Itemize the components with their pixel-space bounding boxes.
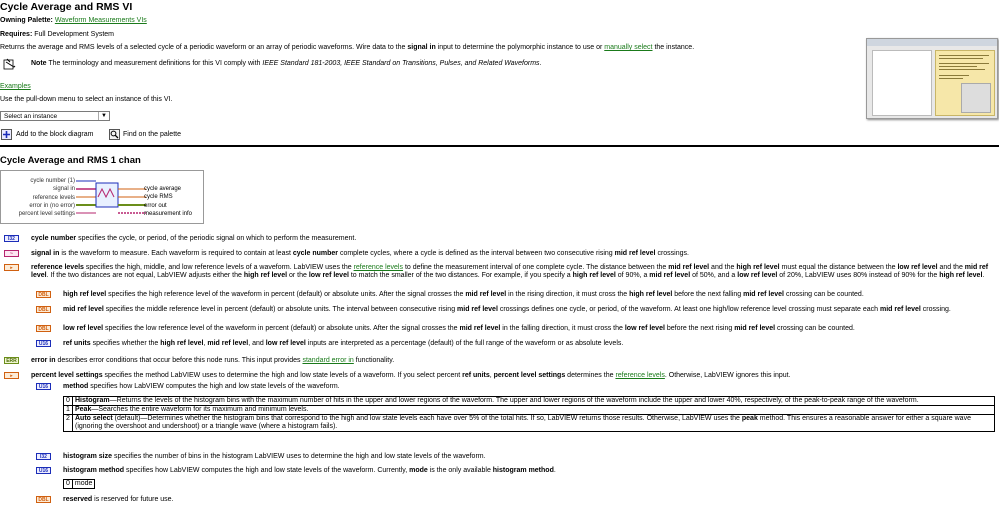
reference-levels-link-2[interactable]: reference levels <box>615 372 665 379</box>
conn-out-cycle-average: cycle average <box>144 186 182 192</box>
i32-terminal-icon: I32 <box>4 235 19 242</box>
dbl-terminal-icon: DBL <box>36 291 51 298</box>
conn-in-error: error in (no error) <box>29 202 75 209</box>
palette-screenshot-thumbnail <box>866 38 998 119</box>
param-histogram-size: histogram size specifies the number of bins in the histogram LabVIEW uses to determine the high and low state levels of the waveform. <box>63 453 486 460</box>
table-row: 0 mode <box>64 480 95 489</box>
add-to-diagram-icon[interactable] <box>1 129 12 140</box>
standard-error-in-link[interactable]: standard error in <box>302 357 354 364</box>
enum-terminal-icon: U16 <box>36 383 51 390</box>
error-cluster-terminal-icon: ERR <box>4 357 19 364</box>
conn-in-cycle-number: cycle number (1) <box>30 178 75 184</box>
table-row: 2 Auto select (default)—Determines whether the histogram bins that correspond to the high and low state levels each have over 5% of the total hits. If so, LabVIEW returns those results. Otherwise, LabVIEW uses the peak method. This ensures a reasonable answer for either a square wave (ignoring the overshoot and undershoot) or a triangle wave (where a histogram fails). <box>64 415 995 432</box>
conn-out-cycle-rms: cycle RMS <box>144 194 173 201</box>
param-cycle-number: cycle number specifies the cycle, or period, of the periodic signal on which to perform the measurement. <box>31 235 357 242</box>
cluster-terminal-icon: ▸ <box>4 264 19 271</box>
vi-icon <box>76 177 146 221</box>
enum-terminal-icon: U16 <box>36 467 51 474</box>
note-text: Note The terminology and measurement definitions for this VI comply with IEEE Standard 181-2003, IEEE Standard on Transitions, Pulses, and Related Waveforms. <box>31 60 542 67</box>
section-divider <box>0 145 999 147</box>
reference-levels-link[interactable]: reference levels <box>353 264 403 271</box>
histogram-method-table <box>63 479 95 489</box>
intro-text: Returns the average and RMS levels of a selected cycle of a periodic waveform or an array of periodic waveforms. Wire data to the signal in input to determine the polymorphic instance to use or manually select the instance. <box>0 44 695 51</box>
owning-palette-link[interactable]: Waveform Measurements VIs <box>54 17 147 24</box>
examples-link[interactable]: Examples <box>0 83 31 90</box>
conn-out-measurement-info: measurement info <box>144 210 193 217</box>
cluster-terminal-icon: ▸ <box>4 372 19 379</box>
enum-terminal-icon: U16 <box>36 340 51 347</box>
dbl-terminal-icon: DBL <box>36 306 51 313</box>
manually-select-link[interactable]: manually select <box>604 44 653 51</box>
find-on-palette-label[interactable]: Find on the palette <box>123 131 181 138</box>
dbl-terminal-icon: DBL <box>36 325 51 332</box>
search-icon[interactable] <box>109 129 120 140</box>
pulldown-instructions: Use the pull-down menu to select an instance of this VI. <box>0 96 173 103</box>
table-row: 0 Histogram—Returns the levels of the histogram bins with the maximum number of hits in the upper and lower regions of the waveform. The upper and lower regions of the waveform include the upper and lower 40%, respectively, of the peak-to-peak range of the waveform. <box>64 397 995 406</box>
param-high-ref-level: high ref level specifies the high reference level of the waveform in percent (default) or absolute units. After the signal crosses the mid ref level in the rising direction, it must cross the high ref level before the next falling mid ref level crossing can be counted. <box>63 291 864 298</box>
chevron-down-icon: ▼ <box>98 112 109 120</box>
conn-in-percent-level: percent level settings <box>18 211 75 218</box>
dbl-terminal-icon: DBL <box>36 496 51 503</box>
conn-out-error: error out <box>144 202 167 209</box>
add-to-diagram-label[interactable]: Add to the block diagram <box>16 131 94 138</box>
page-title: Cycle Average and RMS VI <box>0 1 133 13</box>
waveform-terminal-icon: ~ <box>4 250 19 257</box>
table-row: 1 Peak—Searches the entire waveform for its maximum and minimum levels. <box>64 406 995 415</box>
param-reserved: reserved is reserved for future use. <box>63 496 174 503</box>
param-error-in: error in describes error conditions that occur before this node runs. This input provides standard error in functionality. <box>31 357 395 364</box>
param-reference-levels: reference levels specifies the high, middle, and low reference levels of a waveform. LabVIEW uses the reference levels to define the measurement interval of one complete cycle. The distance between the mid ref level and the high ref level must equal the distance between the low ref level and the mid ref level. If the two distances are not equal, LabVIEW adjusts either the high ref level or the low ref level to match the smaller of the two distances. For example, if you specify a high ref level of 90%, a mid ref level of 50%, and a low ref level of 20%, LabVIEW uses 80% instead of 90% for the high ref level. <box>31 264 989 279</box>
param-low-ref-level: low ref level specifies the low reference level of the waveform in percent (default) or absolute units. After the signal crosses the mid ref level in the falling direction, it must cross the low ref level before the next rising mid ref level crossing can be counted. <box>63 325 855 332</box>
param-mid-ref-level: mid ref level specifies the middle reference level in percent (default) or absolute units. The interval between consecutive rising mid ref level crossings defines one cycle, or period, of the waveform. At least one high/low reference level crossing must separate each mid ref level crossing. <box>63 306 951 313</box>
owning-palette: Owning Palette: Waveform Measurements VIs <box>0 17 147 24</box>
param-method: method specifies how LabVIEW computes the high and low state levels of the waveform. <box>63 383 340 390</box>
param-ref-units: ref units specifies whether the high ref level, mid ref level, and low ref level inputs are interpreted as a percentage (default) of the full range of the waveform or as absolute levels. <box>63 340 624 347</box>
note-icon <box>3 58 16 70</box>
param-signal-in: signal in is the waveform to measure. Each waveform is required to contain at least cycle number complete cycles, where a cycle is defined as the interval between two consecutive rising mid ref level crossings. <box>31 250 689 257</box>
section-title: Cycle Average and RMS 1 chan <box>0 155 141 166</box>
connector-pane-diagram <box>0 170 204 224</box>
method-values-table <box>63 396 995 432</box>
instance-select[interactable]: Select an instance ▼ <box>0 111 110 121</box>
conn-in-reference-levels: reference levels <box>32 194 75 201</box>
param-histogram-method: histogram method specifies how LabVIEW computes the high and low state levels of the waveform. Currently, mode is the only available histogram method. <box>63 467 556 474</box>
i32-terminal-icon: I32 <box>36 453 51 460</box>
requires: Requires: Full Development System <box>0 31 115 38</box>
conn-in-signal: signal in <box>52 186 75 193</box>
param-percent-level-settings: percent level settings specifies the method LabVIEW uses to determine the high and low state levels of a waveform. If you select percent ref units, percent level settings determines the reference levels. Otherwise, LabVIEW ignores this input. <box>31 372 791 379</box>
